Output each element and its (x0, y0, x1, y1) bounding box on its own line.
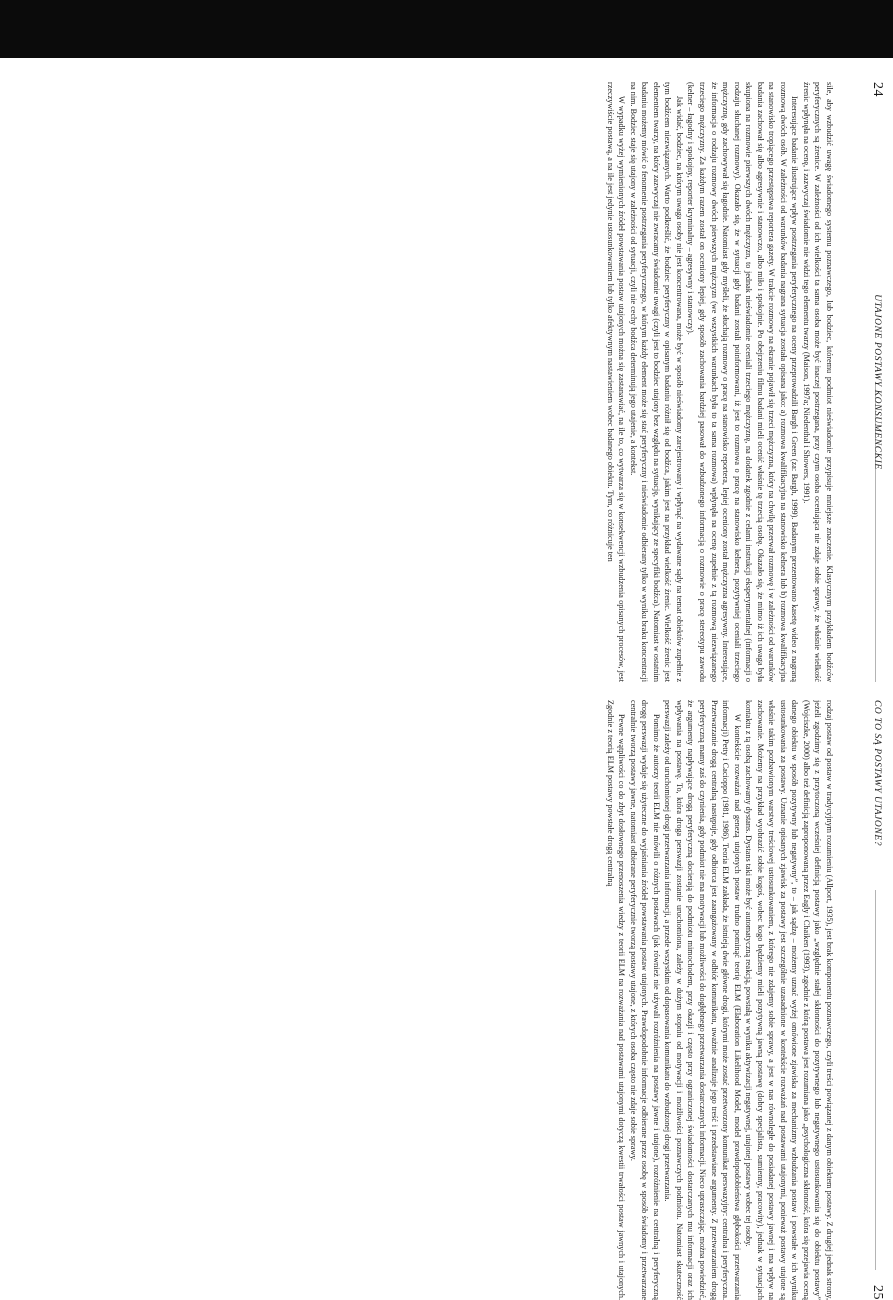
body-text (535, 700, 835, 1300)
paragraph: Jak widać, bodziec, na którym uwaga osoby nie jest koncentrowana, może być w sposób nieświadomy zarejestrowany i wpłynąć na wydawane sądy na temat obiektów zupełnie z tym bodźcem niezwiązanych. Warto podkreślić, że bodziec peryferyczny w opisanym badaniu różnił się od bodźca, jakim jest na przykład wielkość źrenic. Wielkość źrenic jest elementem twarzy, na który zazwyczaj nie zwracamy świadomie uwagi (czyli jest to bodziec utajony bez względu na sytuację, wynikający ze specyfiki bodźca). Natomiast w ostatnim badaniu możemy mówić o fenomenie postrzegania peryferycznego, w którym każdy element może się stać peryferyczny i nieświadomie odbierany tylko w wyniku braku koncentracji na nim. Bodziec staje się utajony w zależności od sytuacji, czyli nie cechy bodźca determinują jego utajenie, a kontekst. (628, 82, 684, 682)
paragraph: Pewne wątpliwości co do zbyt dosłownego przenoszenia wiedzy z teorii ELM na rozważania nad postawami utajonymi dotyczą kwestii trwałości postaw jawnych i utajonych. Zgodnie z teorią ELM postawy powstałe drogą centralną (605, 700, 627, 1300)
paragraph: Pomimo że autorzy teorii ELM nie mówili o różnych postawach (jak również nie używali rozróżnienia na postawy jawne i utajone), rozróżnienie na centralną i peryferyczną drogę perswazji wydaje się użyteczne do wyjaśniania źródeł powstawania postaw utajonych. Prawdopodobnie informacje odbierane przez osobę w sposób świadomy i przetwarzane centralnie tworzą postawy jawne, natomiast odbierane peryferycznie tworzą postawy utajone, z których osoba często nie zdaje sobie sprawy. (628, 700, 661, 1300)
page-header (851, 700, 893, 1300)
page-25 (535, 700, 893, 1300)
paragraph: W wypadku wyżej wymienionych źródeł powstawania postaw utajonych można się zastanawiać, na ile to, co wytwarza się w konsekwencji wzbudzenia opisanych procesów, jest rzeczywiście postawą, a na ile jest jedynie ustosunkowaniem lub tylko afektywnym nastawieniem wobec badanego obiektu. Tym, co różnicuje ten (605, 82, 627, 682)
page-24 (535, 82, 893, 682)
paragraph: W kontekście rozważań nad genezą utajonych postaw trudno pominąć teorię ELM (Elaboration Likelihood Model, model prawdopodobieństwa głębokości przetwarzania informacji) Petty i Cacioppo (1981, 1986). Teoria ELM zakłada, że istnieją dwie główne drogi, którymi może zostać przetworzony komunikat perswazyjny: centralna i peryferyczna. Przetwarzanie drogą centralną następuje, gdy odbiorca jest zaangażowany w odbiór komunikatu, uważnie analizuje jego treść i przedstawiane argumenty. Z przetwarzaniem drogą peryferyczną mamy zaś do czynienia, gdy podmiot nie ma motywacji lub możliwości do dogłębnego przetwarzania dostarczanych informacji. Nieco upraszczając, można powiedzieć, że argumenty napływające drogą peryferyczną docierają do podmiotu mimochodem, przy okazji i często przy ograniczonej świadomości dostarczanych mu informacji oraz ich wpływania na postawę. To, która droga perswazji zostanie uruchomiona, zależy w dużym stopniu od motywacji i możliwości poznawczych podmiotu. Natomiast skuteczność perswazji zależy od uruchomionej drogi przetwarzania informacji, a przede wszystkim od dopasowania komunikatu do wzbudzonej drogi przetwarzania. (663, 700, 742, 1300)
running-head: UTAJONE POSTAWY KONSUMENCKIE (872, 294, 882, 470)
running-head: CO TO SĄ POSTAWY UTAJONE? (872, 700, 882, 847)
scan-top-border (0, 0, 893, 58)
header-rule (875, 382, 876, 682)
paragraph: sile, aby wzbudzić uwagę świadomego systemu poznawczego, lub bodziec, któremu podmiot nieświadomie przypisuje mniejsze znaczenie. Klasycznym przykładem bodźców peryferycznych są źrenice. W zależności od ich wielkości ta sama osoba może być inaczej postrzegana, przy czym osoba oceniająca nie zdaje sobie sprawy, że właśnie wielkość źrenic wpłynęła na ocenę, i zazwyczaj świadomie nie widzi tego elementu twarzy (Maison, 1997a; Niedenthal i Showers, 1991). (801, 82, 834, 682)
header-rule (875, 890, 876, 1270)
page-header (851, 82, 893, 682)
page-number: 24 (870, 82, 885, 97)
page-number: 25 (870, 1285, 885, 1300)
paragraph: rodzaj postaw od postaw w tradycyjnym rozumieniu (Allport, 1935), jest brak komponentu poznawczego, czyli treści powiązanej z danym obiektem postawy. Z drugiej jednak strony, jeżeli zgodzimy się z przytoczoną wcześniej definicją postawy jako „względnie stałej skłonności do pozytywnego lub negatywnego ustosunkowania się do obiektu postawy” (Wojciszke, 2000) albo też definicją zaproponowaną przez Eagly i Chaiken (1993), zgodnie z którą postawa jest rozumiana jako „psychologiczna skłonność, która się przejawia oceną danego obiektu w sposób pozytywny lub negatywny”, to – jak sądzę – możemy uznać wyżej omówione zjawiska za mechanizmy wzbudzania postaw i powstałe w ich wyniku ustosunkowania za postawy. Uznanie opisanych zjawisk za postawy jest szczególnie uzasadnione w kontekście rozważań nad postawami utajonymi, ponieważ postawy utajone są właśnie takim pozbawionym warstwy treściowej ustosunkowaniem, z którego nie zdajemy sobie sprawy, a jest w nas równoległe do posiadanej postawy jawnej i ma wpływ na zachowanie. Możemy na przykład wyobrazić sobie kogoś, wobec kogo będziemy mieli pozytywną jawną postawę (dobry specjalista, sumienny, pracowity), jednak w sytuacjach kontaktu z tą osobą zachowamy dystans. Dystans taki może być automatyczną reakcją, powstałą w wyniku aktywizacji negatywnej, utajonej postawy wobec tej osoby. (744, 700, 834, 1300)
paragraph: Interesujące badanie ilustrujące wpływ postrzegania peryferycznego na oceny przeprowadzili Bargh i Green (za: Bargh, 1999). Badanym prezentowano kasetę wideo z nagraną rozmową dwóch osób. W zależności od warunków badania nagrana sytuacja została opisana jako: a) rozmowa kwalifikacyjna na stanowisko kelnera lub b) rozmowa kwalifikacyjna na stanowisko tropiącego przestępstwa reportera gazety. W trakcie rozmowy na ekranie pojawił się trzeci mężczyzna, który na chwilę przerwał rozmowę i w zależności od warunków badania zachował się albo agresywnie i stanowczo, albo miło i spokojnie. Po obejrzeniu filmu badani mieli ocenić właśnie tę trzecią osobę. Okazało się, że mimo iż ich uwaga była skupiona na rozmowie pierwszych dwóch mężczyzn, to jednak nieświadomie oceniali trzeciego mężczyznę, na dodatek zgodnie z celami instrukcji eksperymentalnej (informacji o rodzaju słuchanej rozmowy). Okazało się, że w sytuacji gdy badani zostali poinformowani, iż jest to rozmowa o pracę na stanowisko kelnera, pozytywniej oceniali trzeciego mężczyznę, gdy zachowywał się łagodnie. Natomiast gdy myśleli, że słuchają rozmowy o pracę na stanowisko reportera, lepiej oceniony został mężczyzna agresywny. Interesujące, że informacja o rodzaju rozmowy dwóch pierwszych mężczyzn (we wszystkich warunkach była to ta sama rozmowa) wpłynęła na ocenę zupełnie z tą rozmową niezwiązanego trzeciego mężczyzny. Za każdym razem został on oceniony lepiej, gdy sposób zachowania bardziej pasował do wzbudzonego informacją o rozmowie o pracę stereotypu zawodu (kelner – łagodny i spokojny, reporter kryminalny – agresywny i stanowczy). (686, 82, 800, 682)
body-text (535, 82, 835, 682)
